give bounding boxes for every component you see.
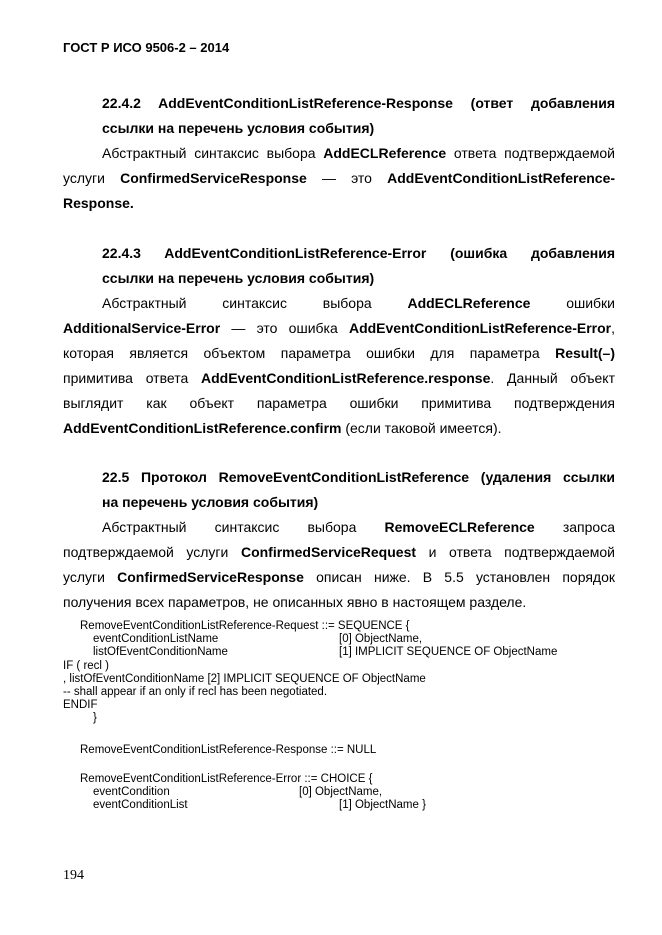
- section-heading: 22.4.2 AddEventConditionListReference-Response (ответ добавления: [102, 95, 615, 111]
- asn1-code-block: [63, 620, 623, 726]
- code-line: eventConditionListName: [93, 633, 219, 646]
- code-line: [1] ObjectName }: [339, 799, 426, 812]
- code-line: RemoveEventConditionListReference-Request ::= SEQUENCE {: [80, 620, 410, 632]
- code-line: listOfEventConditionName: [93, 646, 228, 659]
- code-line: [0] ObjectName,: [339, 633, 423, 646]
- section-heading-cont: на перечень условия события): [102, 494, 319, 510]
- code-line: -- shall appear if an only if recl has been negotiated.: [63, 685, 328, 698]
- code-line: [1] IMPLICIT SEQUENCE OF ObjectName: [339, 646, 558, 659]
- code-line: IF ( recl ): [63, 659, 109, 672]
- code-line: eventCondition: [93, 786, 170, 799]
- code-line: RemoveEventConditionListReference-Response ::= NULL: [80, 744, 377, 756]
- section-heading: 22.5 Протокол RemoveEventConditionListReference (удаления ссылки: [102, 469, 615, 485]
- code-line: ENDIF: [63, 699, 98, 712]
- paragraph: Абстрактный синтаксис выбора AddECLReference ошибки AdditionalService-Error — это ошибка AddEventConditionListReference-Error, которая является объектом параметра ошибки для параметра Result(–) примитива ответа AddEventConditionListReference.response. Данный объект выглядит как объект параметра ошибки примитива подтверждения AddEventConditionListReference.confirm (если таковой имеется).: [63, 295, 615, 436]
- code-line: [0] ObjectName,: [299, 786, 383, 799]
- code-line: eventConditionList: [93, 799, 188, 812]
- paragraph: Абстрактный синтаксис выбора AddECLReference ответа подтверждаемой услуги ConfirmedServiceResponse — это AddEventConditionListReference- Response.: [63, 145, 616, 211]
- paragraph: Абстрактный синтаксис выбора RemoveECLReference запроса подтверждаемой услуги ConfirmedServiceRequest и ответа подтверждаемой услуги ConfirmedServiceResponse описан ниже. В 5.5 установлен порядок получения всех параметров, не описанных явно в настоящем разделе.: [63, 519, 616, 610]
- section-22-4-3: [63, 241, 615, 441]
- section-22-4-2: [63, 91, 615, 216]
- section-heading-cont: ссылки на перечень условия события): [102, 120, 375, 136]
- section-22-5: [63, 465, 615, 615]
- section-heading: 22.4.3 AddEventConditionListReference-Error (ошибка добавления: [102, 245, 615, 261]
- code-line: RemoveEventConditionListReference-Error ::= CHOICE {: [80, 773, 373, 785]
- section-heading-cont: ссылки на перечень условия события): [102, 270, 375, 286]
- page-number: 194: [63, 868, 84, 883]
- document-header: ГОСТ Р ИСО 9506-2 – 2014: [63, 40, 230, 55]
- code-line: , listOfEventConditionName [2] IMPLICIT SEQUENCE OF ObjectName: [63, 672, 426, 685]
- code-line: }: [93, 712, 97, 725]
- asn1-code-block: [63, 773, 623, 813]
